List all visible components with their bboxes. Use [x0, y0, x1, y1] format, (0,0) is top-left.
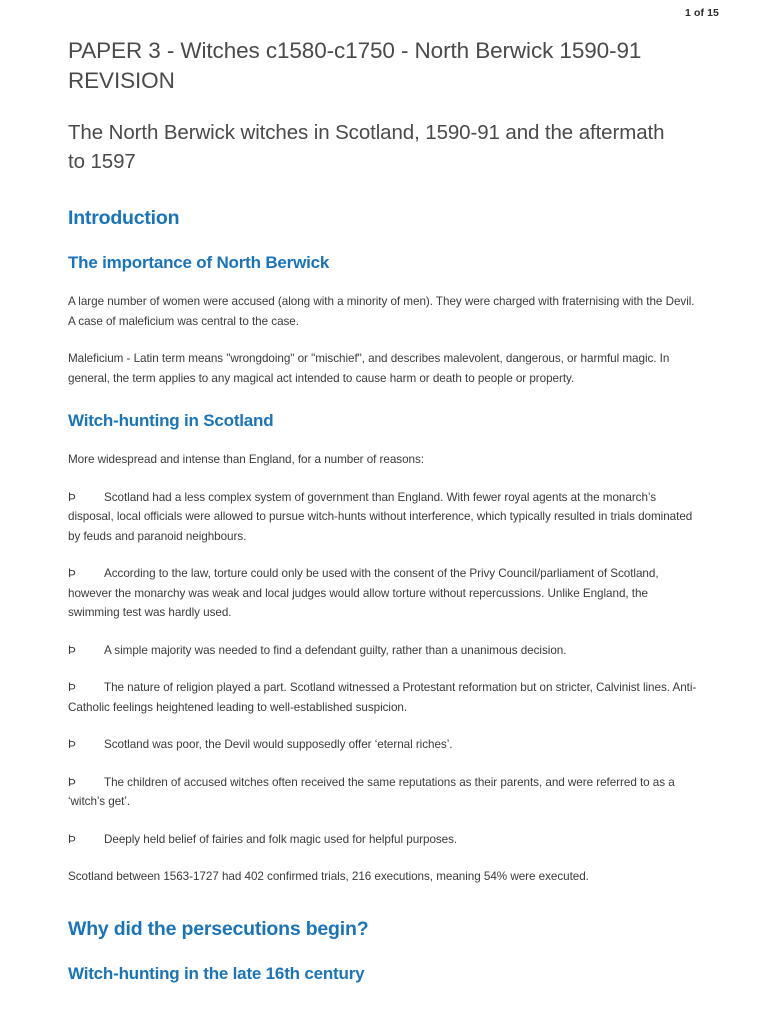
list-item: [68, 488, 700, 547]
reasons-bullet-list: [68, 488, 696, 850]
thorn-bullet-icon: Þ: [68, 775, 76, 789]
list-item: [68, 641, 700, 661]
heading-introduction: Introduction: [68, 207, 180, 229]
list-item-label: Scotland was poor, the Devil would supposedly offer ‘eternal riches’.: [104, 738, 453, 751]
list-item: [68, 564, 700, 623]
list-item: [68, 678, 700, 717]
document-title: PAPER 3 - Witches c1580-c1750 - North Berwick 1590-91 REVISION: [68, 38, 642, 93]
list-item: [68, 735, 700, 755]
document-subtitle: The North Berwick witches in Scotland, 1590-91 and the aftermath to 1597: [68, 121, 665, 173]
thorn-bullet-icon: Þ: [68, 490, 76, 504]
heading-importance-of-north-berwick: The importance of North Berwick: [68, 253, 330, 272]
paragraph-statistics: Scotland between 1563-1727 had 402 confirmed trials, 216 executions, meaning 54% were executed.: [68, 870, 589, 883]
paragraph-accused: A large number of women were accused (along with a minority of men). They were charged with fraternising with the Devil. A case of maleficium was central to the case.: [68, 295, 695, 328]
heading-witch-hunting-in-scotland: Witch-hunting in Scotland: [68, 411, 274, 430]
thorn-bullet-icon: Þ: [68, 832, 76, 846]
thorn-bullet-icon: Þ: [68, 738, 76, 751]
document-content: [68, 36, 696, 985]
list-item: [68, 830, 700, 850]
page-indicator: 1 of 15: [685, 7, 719, 19]
list-item-label: A simple majority was needed to find a defendant guilty, rather than a unanimous decision.: [104, 643, 567, 657]
list-item: [68, 773, 700, 812]
list-item-label: According to the law, torture could only be used with the consent of the Privy Council/parliament of Scotland, however the monarchy was weak and local judges would allow torture without repercussions. Unlike England, the swimming test was hardly used.: [68, 567, 659, 619]
heading-witch-hunting-late-16th-century: Witch-hunting in the late 16th century: [68, 963, 365, 983]
list-item-label: The nature of religion played a part. Scotland witnessed a Protestant reformation but on stricter, Calvinist lines. Anti-Catholic feelings heightened leading to well-established suspicion.: [68, 681, 697, 714]
thorn-bullet-icon: Þ: [68, 643, 76, 657]
list-item-label: Scotland had a less complex system of government than England. With fewer royal agents at the monarch’s disposal, local officials were allowed to pursue witch-hunts without interference, which typically resulted in trials dominated by feuds and paranoid neighbours.: [68, 490, 693, 543]
list-item-label: The children of accused witches often received the same reputations as their parents, and were referred to as a ‘witch’s get’.: [68, 775, 675, 808]
paragraph-more-widespread: More widespread and intense than England, for a number of reasons:: [68, 453, 424, 466]
thorn-bullet-icon: Þ: [68, 681, 76, 694]
list-item-label: Deeply held belief of fairies and folk magic used for helpful purposes.: [104, 832, 458, 846]
thorn-bullet-icon: Þ: [68, 567, 76, 580]
heading-why-did-the-persecutions-begin: Why did the persecutions begin?: [68, 917, 369, 940]
paragraph-maleficium: Maleficium - Latin term means "wrongdoing" or "mischief", and describes malevolent, dangerous, or harmful magic. In general, the term applies to any magical act intended to cause harm or death to people or property.: [68, 352, 670, 385]
